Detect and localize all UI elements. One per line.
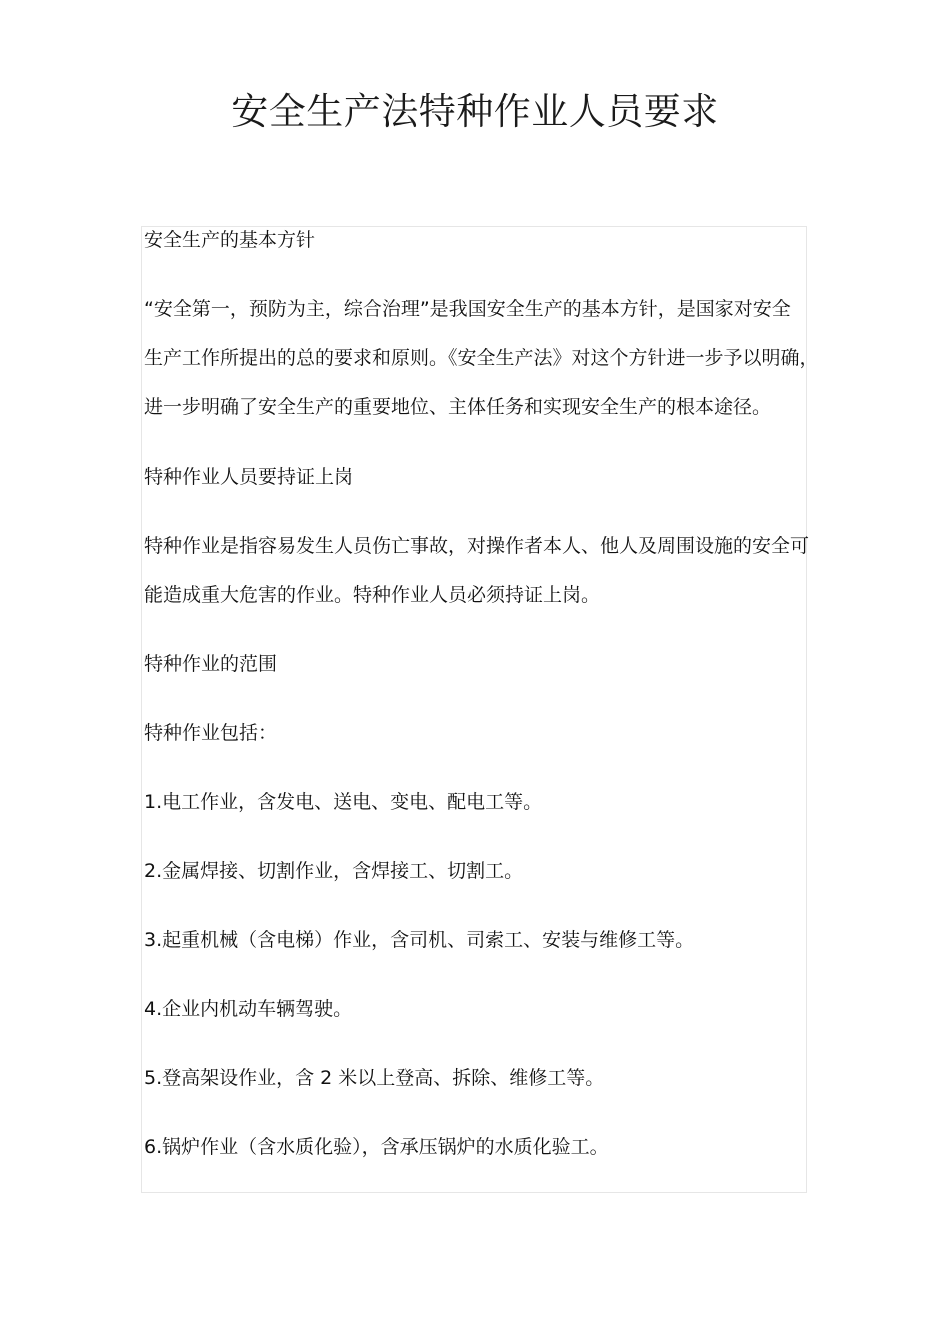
paragraph-line: 生产工作所提出的总的要求和原则。《安全生产法》对这个方针进一步予以明确， — [144, 347, 819, 369]
paragraph-line: 进一步明确了安全生产的重要地位、主体任务和实现安全生产的根本途径。 — [144, 396, 772, 418]
list-item: 5.登高架设作业，含 2 米以上登高、拆除、维修工等。 — [144, 1067, 605, 1089]
paragraph-line: “安全第一，预防为主，综合治理”是我国安全生产的基本方针，是国家对安全 — [144, 298, 791, 320]
paragraph-line: 能造成重大危害的作业。特种作业人员必须持证上岗。 — [144, 584, 601, 606]
paragraph-line: 特种作业是指容易发生人员伤亡事故，对操作者本人、他人及周围设施的安全可 — [144, 535, 810, 557]
section-heading-scope: 特种作业的范围 — [144, 653, 278, 675]
page-title: 安全生产法特种作业人员要求 — [231, 90, 719, 133]
list-item: 6.锅炉作业（含水质化验），含承压锅炉的水质化验工。 — [144, 1136, 609, 1158]
content-frame — [141, 226, 810, 1193]
list-item: 4.企业内机动车辆驾驶。 — [144, 998, 353, 1020]
list-item: 3.起重机械（含电梯）作业，含司机、司索工、安装与维修工等。 — [144, 929, 695, 951]
section-heading-certification: 特种作业人员要持证上岗 — [144, 466, 354, 488]
section-heading-basic-policy: 安全生产的基本方针 — [144, 229, 316, 251]
list-item: 1.电工作业，含发电、送电、变电、配电工等。 — [144, 791, 543, 813]
paragraph-line: 特种作业包括： — [144, 722, 278, 744]
list-item: 2.金属焊接、切割作业，含焊接工、切割工。 — [144, 860, 524, 882]
